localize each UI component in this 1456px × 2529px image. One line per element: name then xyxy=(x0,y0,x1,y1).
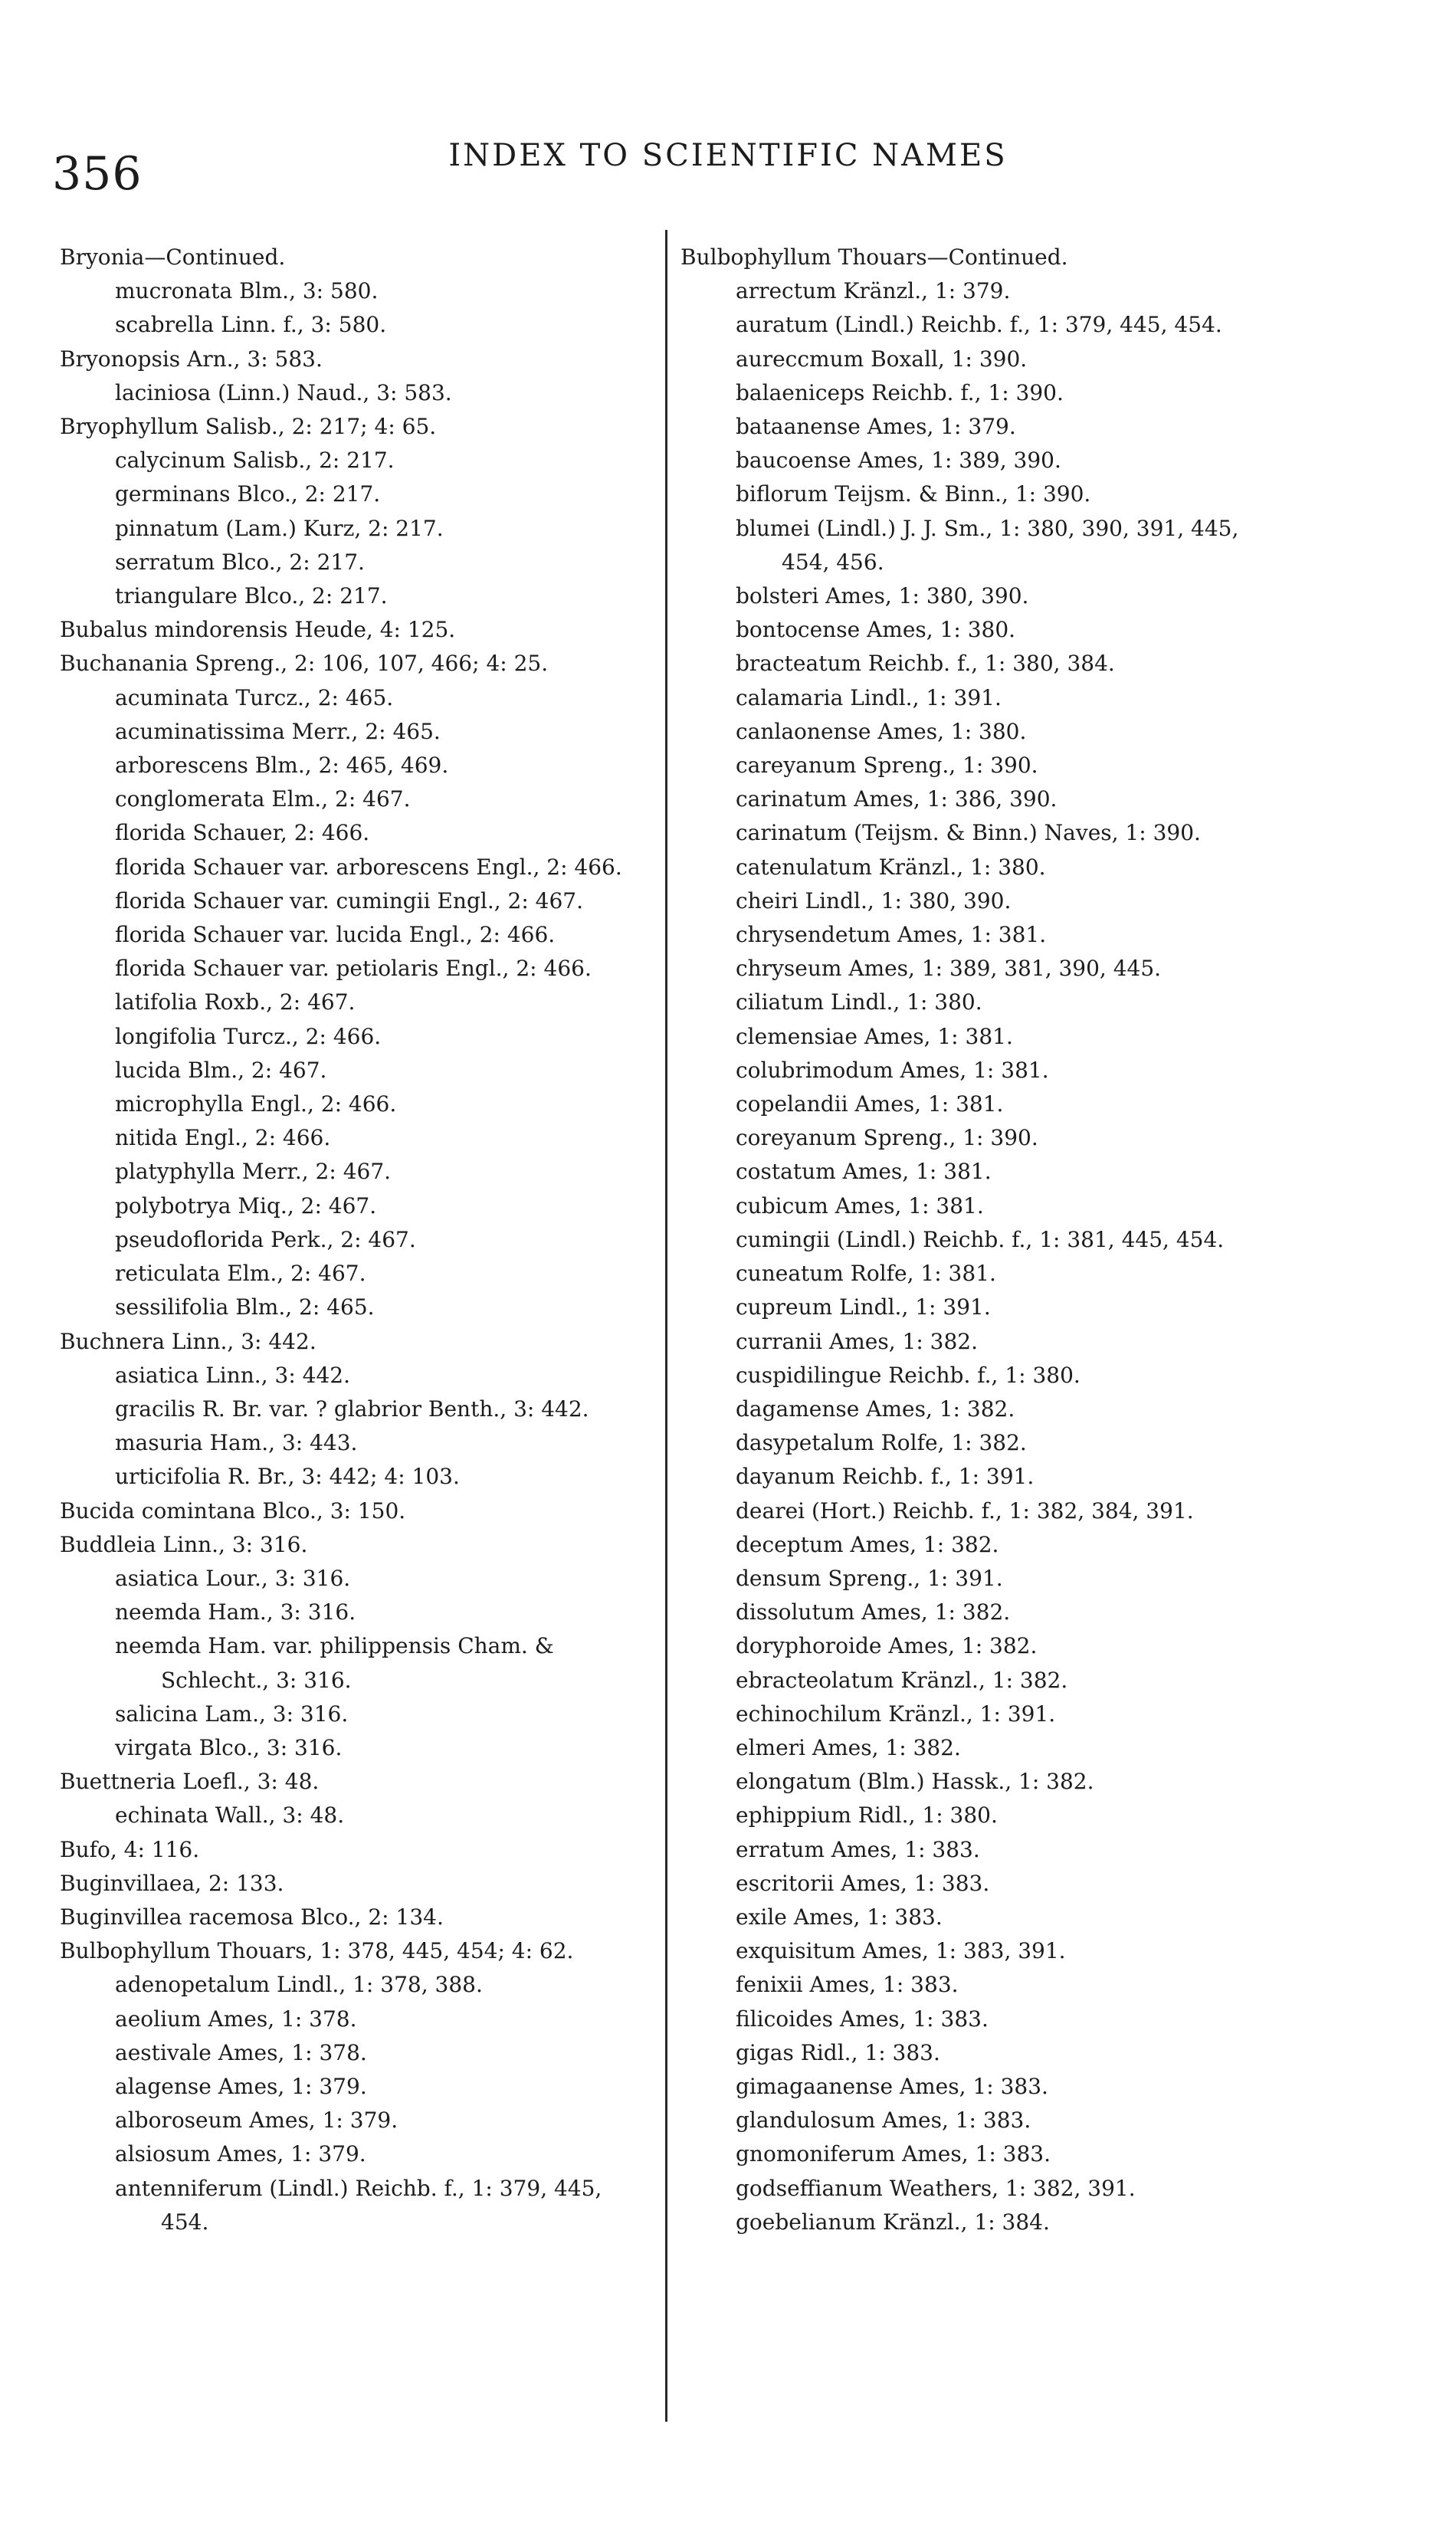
index-sub-entry: florida Schauer var. cumingii Engl., 2: 467. xyxy=(115,887,584,914)
index-sub-entry: cubicum Ames, 1: 381. xyxy=(736,1192,984,1219)
index-sub-entry: pinnatum (Lam.) Kurz, 2: 217. xyxy=(115,515,444,541)
index-sub-entry: germinans Blco., 2: 217. xyxy=(115,481,381,507)
index-sub-entry: chrysendetum Ames, 1: 381. xyxy=(736,922,1047,948)
index-sub-entry: sessilifolia Blm., 2: 465. xyxy=(115,1294,375,1320)
index-sub-entry: neemda Ham. var. philippensis Cham. & Schlecht., 3: 316. xyxy=(115,1633,554,1693)
index-sub-entry: florida Schauer var. petiolaris Engl., 2: 466. xyxy=(115,956,592,982)
index-sub-entry: aeolium Ames, 1: 378. xyxy=(115,2006,357,2032)
index-sub-entry: nitida Engl., 2: 466. xyxy=(115,1125,331,1151)
index-sub-entry: copelandii Ames, 1: 381. xyxy=(736,1091,1004,1117)
index-sub-entry: calamaria Lindl., 1: 391. xyxy=(736,684,1002,710)
index-sub-entry: aestivale Ames, 1: 378. xyxy=(115,2039,367,2065)
index-heading-entry: Buginvillea racemosa Blco., 2: 134. xyxy=(60,1904,444,1930)
index-sub-entry: arborescens Blm., 2: 465, 469. xyxy=(115,753,449,779)
index-sub-entry: cuneatum Rolfe, 1: 381. xyxy=(736,1261,996,1287)
index-sub-entry: biflorum Teijsm. & Binn., 1: 390. xyxy=(736,481,1091,507)
index-sub-entry: bolsteri Ames, 1: 380, 390. xyxy=(736,583,1029,609)
column-divider xyxy=(665,230,667,2422)
index-sub-entry: arrectum Kränzl., 1: 379. xyxy=(736,278,1011,304)
index-sub-entry: longifolia Turcz., 2: 466. xyxy=(115,1023,382,1049)
index-sub-entry: baucoense Ames, 1: 389, 390. xyxy=(736,448,1061,474)
index-sub-entry: alagense Ames, 1: 379. xyxy=(115,2073,367,2099)
index-sub-entry: gnomoniferum Ames, 1: 383. xyxy=(736,2141,1051,2167)
index-sub-entry: cumingii (Lindl.) Reichb. f., 1: 381, 445, 454. xyxy=(736,1226,1225,1252)
right-column xyxy=(680,241,1286,2239)
index-sub-entry: ephippium Ridl., 1: 380. xyxy=(736,1802,998,1829)
index-sub-entry: bataanense Ames, 1: 379. xyxy=(736,414,1016,440)
index-sub-entry: platyphylla Merr., 2: 467. xyxy=(115,1159,392,1185)
index-sub-entry: exquisitum Ames, 1: 383, 391. xyxy=(736,1938,1066,1964)
index-sub-entry: mucronata Blm., 3: 580. xyxy=(115,278,379,304)
index-heading-entry: Bubalus mindorensis Heude, 4: 125. xyxy=(60,617,456,643)
index-heading-entry: Buddleia Linn., 3: 316. xyxy=(60,1531,308,1557)
running-head: INDEX TO SCIENTIFIC NAMES xyxy=(448,138,1008,173)
index-sub-entry: alsiosum Ames, 1: 379. xyxy=(115,2141,366,2167)
index-sub-entry: carinatum (Teijsm. & Binn.) Naves, 1: 390. xyxy=(736,820,1201,846)
index-sub-entry: escritorii Ames, 1: 383. xyxy=(736,1870,990,1896)
index-sub-entry: colubrimodum Ames, 1: 381. xyxy=(736,1057,1049,1083)
index-heading-entry: Bryophyllum Salisb., 2: 217; 4: 65. xyxy=(60,414,437,440)
index-sub-entry: antenniferum (Lindl.) Reichb. f., 1: 379, 445, 454. xyxy=(115,2175,602,2235)
index-sub-entry: dayanum Reichb. f., 1: 391. xyxy=(736,1464,1035,1490)
index-sub-entry: ciliatum Lindl., 1: 380. xyxy=(736,989,982,1015)
index-sub-entry: bracteatum Reichb. f., 1: 380, 384. xyxy=(736,651,1115,677)
page-number: 356 xyxy=(52,147,143,201)
index-sub-entry: asiatica Linn., 3: 442. xyxy=(115,1362,351,1388)
index-sub-entry: salicina Lam., 3: 316. xyxy=(115,1701,349,1727)
index-sub-entry: fenixii Ames, 1: 383. xyxy=(736,1972,959,1998)
index-heading-entry: Buchnera Linn., 3: 442. xyxy=(60,1328,316,1354)
index-heading-entry: Bucida comintana Blco., 3: 150. xyxy=(60,1497,406,1524)
index-sub-entry: microphylla Engl., 2: 466. xyxy=(115,1091,397,1117)
index-sub-entry: filicoides Ames, 1: 383. xyxy=(736,2006,989,2032)
index-sub-entry: florida Schauer var. arborescens Engl., 2: 466. xyxy=(115,854,622,880)
index-sub-entry: dissolutum Ames, 1: 382. xyxy=(736,1599,1011,1625)
index-heading-entry: Bryonopsis Arn., 3: 583. xyxy=(60,346,323,372)
index-sub-entry: exile Ames, 1: 383. xyxy=(736,1904,943,1930)
index-sub-entry: scabrella Linn. f., 3: 580. xyxy=(115,312,387,338)
index-sub-entry: alboroseum Ames, 1: 379. xyxy=(115,2108,398,2134)
index-sub-entry: coreyanum Spreng., 1: 390. xyxy=(736,1125,1038,1151)
index-sub-entry: triangulare Blco., 2: 217. xyxy=(115,583,388,609)
index-sub-entry: dearei (Hort.) Reichb. f., 1: 382, 384, 391. xyxy=(736,1497,1194,1524)
index-sub-entry: bontocense Ames, 1: 380. xyxy=(736,617,1016,643)
index-sub-entry: erratum Ames, 1: 383. xyxy=(736,1836,980,1862)
index-sub-entry: urticifolia R. Br., 3: 442; 4: 103. xyxy=(115,1464,460,1490)
index-sub-entry: masuria Ham., 3: 443. xyxy=(115,1430,358,1456)
index-sub-entry: dasypetalum Rolfe, 1: 382. xyxy=(736,1430,1027,1456)
index-sub-entry: acuminatissima Merr., 2: 465. xyxy=(115,718,441,744)
index-sub-entry: carinatum Ames, 1: 386, 390. xyxy=(736,786,1058,812)
index-heading-entry: Bulbophyllum Thouars—Continued. xyxy=(680,244,1068,270)
index-sub-entry: cuspidilingue Reichb. f., 1: 380. xyxy=(736,1362,1081,1388)
index-sub-entry: latifolia Roxb., 2: 467. xyxy=(115,989,356,1015)
index-sub-entry: reticulata Elm., 2: 467. xyxy=(115,1261,366,1287)
index-sub-entry: gracilis R. Br. var. ? glabrior Benth., 3: 442. xyxy=(115,1396,589,1422)
index-sub-entry: virgata Blco., 3: 316. xyxy=(115,1734,343,1760)
index-sub-entry: elongatum (Blm.) Hassk., 1: 382. xyxy=(736,1769,1094,1795)
index-sub-entry: chryseum Ames, 1: 389, 381, 390, 445. xyxy=(736,956,1162,982)
index-sub-entry: aureccmum Boxall, 1: 390. xyxy=(736,346,1028,372)
index-sub-entry: laciniosa (Linn.) Naud., 3: 583. xyxy=(115,379,452,405)
index-sub-entry: dagamense Ames, 1: 382. xyxy=(736,1396,1015,1422)
index-sub-entry: clemensiae Ames, 1: 381. xyxy=(736,1023,1013,1049)
index-sub-entry: neemda Ham., 3: 316. xyxy=(115,1599,356,1625)
index-sub-entry: calycinum Salisb., 2: 217. xyxy=(115,448,395,474)
index-sub-entry: ebracteolatum Kränzl., 1: 382. xyxy=(736,1667,1068,1693)
index-sub-entry: polybotrya Miq., 2: 467. xyxy=(115,1192,377,1219)
index-sub-entry: catenulatum Kränzl., 1: 380. xyxy=(736,854,1046,880)
index-sub-entry: costatum Ames, 1: 381. xyxy=(736,1159,992,1185)
left-column xyxy=(60,241,642,2239)
index-sub-entry: gimagaanense Ames, 1: 383. xyxy=(736,2073,1048,2099)
index-sub-entry: gigas Ridl., 1: 383. xyxy=(736,2039,940,2065)
index-sub-entry: densum Spreng., 1: 391. xyxy=(736,1565,1003,1591)
index-heading-entry: Buchanania Spreng., 2: 106, 107, 466; 4: 25. xyxy=(60,651,549,677)
index-sub-entry: doryphoroide Ames, 1: 382. xyxy=(736,1633,1038,1659)
index-sub-entry: cheiri Lindl., 1: 380, 390. xyxy=(736,887,1012,914)
index-sub-entry: elmeri Ames, 1: 382. xyxy=(736,1734,961,1760)
index-sub-entry: acuminata Turcz., 2: 465. xyxy=(115,684,394,710)
index-sub-entry: auratum (Lindl.) Reichb. f., 1: 379, 445, 454. xyxy=(736,312,1222,338)
index-sub-entry: echinochilum Kränzl., 1: 391. xyxy=(736,1701,1056,1727)
index-heading-entry: Buettneria Loefl., 3: 48. xyxy=(60,1769,320,1795)
index-heading-entry: Bryonia—Continued. xyxy=(60,244,286,270)
index-sub-entry: balaeniceps Reichb. f., 1: 390. xyxy=(736,379,1064,405)
index-heading-entry: Buginvillaea, 2: 133. xyxy=(60,1870,284,1896)
index-sub-entry: godseffianum Weathers, 1: 382, 391. xyxy=(736,2175,1136,2201)
index-sub-entry: careyanum Spreng., 1: 390. xyxy=(736,753,1038,779)
index-sub-entry: cupreum Lindl., 1: 391. xyxy=(736,1294,991,1320)
index-sub-entry: curranii Ames, 1: 382. xyxy=(736,1328,979,1354)
index-heading-entry: Bufo, 4: 116. xyxy=(60,1836,200,1862)
index-sub-entry: deceptum Ames, 1: 382. xyxy=(736,1531,999,1557)
index-heading-entry: Bulbophyllum Thouars, 1: 378, 445, 454; 4: 62. xyxy=(60,1938,574,1964)
index-sub-entry: echinata Wall., 3: 48. xyxy=(115,1802,345,1829)
index-sub-entry: glandulosum Ames, 1: 383. xyxy=(736,2108,1031,2134)
index-sub-entry: adenopetalum Lindl., 1: 378, 388. xyxy=(115,1972,483,1998)
index-sub-entry: goebelianum Kränzl., 1: 384. xyxy=(736,2209,1050,2235)
index-sub-entry: conglomerata Elm., 2: 467. xyxy=(115,786,411,812)
index-sub-entry: florida Schauer, 2: 466. xyxy=(115,820,370,846)
index-sub-entry: florida Schauer var. lucida Engl., 2: 466. xyxy=(115,922,556,948)
index-sub-entry: serratum Blco., 2: 217. xyxy=(115,549,365,575)
index-sub-entry: lucida Blm., 2: 467. xyxy=(115,1057,327,1083)
index-sub-entry: pseudoflorida Perk., 2: 467. xyxy=(115,1226,416,1252)
index-sub-entry: canlaonense Ames, 1: 380. xyxy=(736,718,1027,744)
index-sub-entry: asiatica Lour., 3: 316. xyxy=(115,1565,351,1591)
index-sub-entry: blumei (Lindl.) J. J. Sm., 1: 380, 390, 391, 445, 454, 456. xyxy=(736,515,1239,575)
